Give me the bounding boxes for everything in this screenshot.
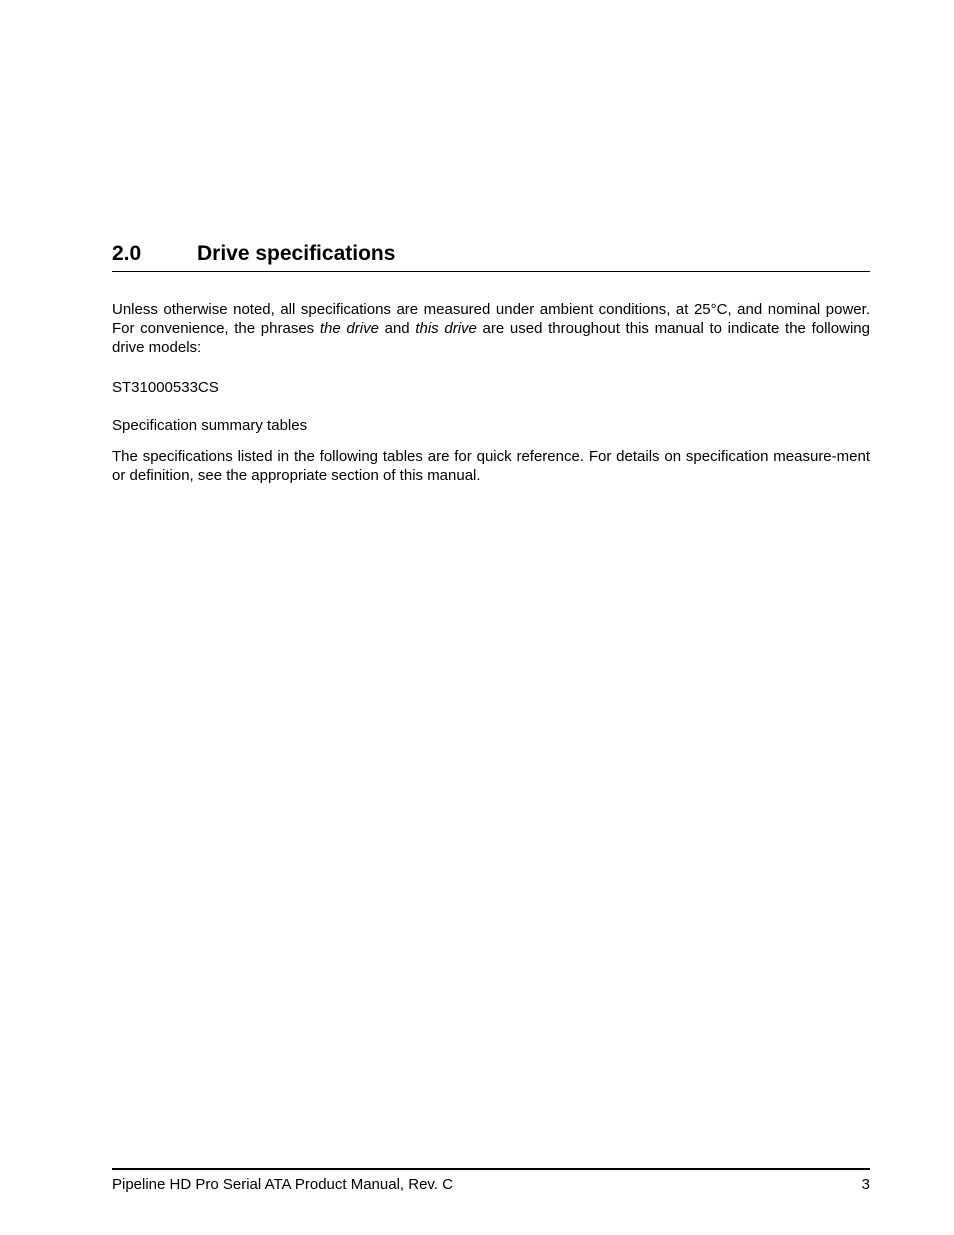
footer-title: Pipeline HD Pro Serial ATA Product Manual, Rev. C: [112, 1176, 453, 1193]
section-heading: [112, 240, 870, 272]
page-number: 3: [861, 1176, 870, 1193]
summary-paragraph: The specifications listed in the following tables are for quick reference. For details on specification measure-ment or definition, see the appropriate section of this manual.: [112, 448, 870, 484]
drive-model: ST31000533CS: [112, 379, 219, 396]
section-title: Drive specifications: [197, 242, 396, 265]
intro-text-2: and: [378, 320, 416, 337]
intro-paragraph: [112, 300, 870, 357]
intro-text-1: Unless otherwise noted, all specifications are measured under ambient conditions, at 25°C, and nominal power. For convenience, the phrases: [112, 301, 870, 337]
summary-subheading: Specification summary tables: [112, 417, 308, 434]
section-number: 2.0: [112, 242, 142, 265]
intro-emphasis-the-drive: the drive: [319, 320, 379, 337]
intro-emphasis-this-drive: this drive: [415, 320, 477, 337]
intro-text-3: are used throughout this manual to indicate the following drive models:: [112, 320, 870, 356]
footer-rule: [112, 1168, 870, 1170]
